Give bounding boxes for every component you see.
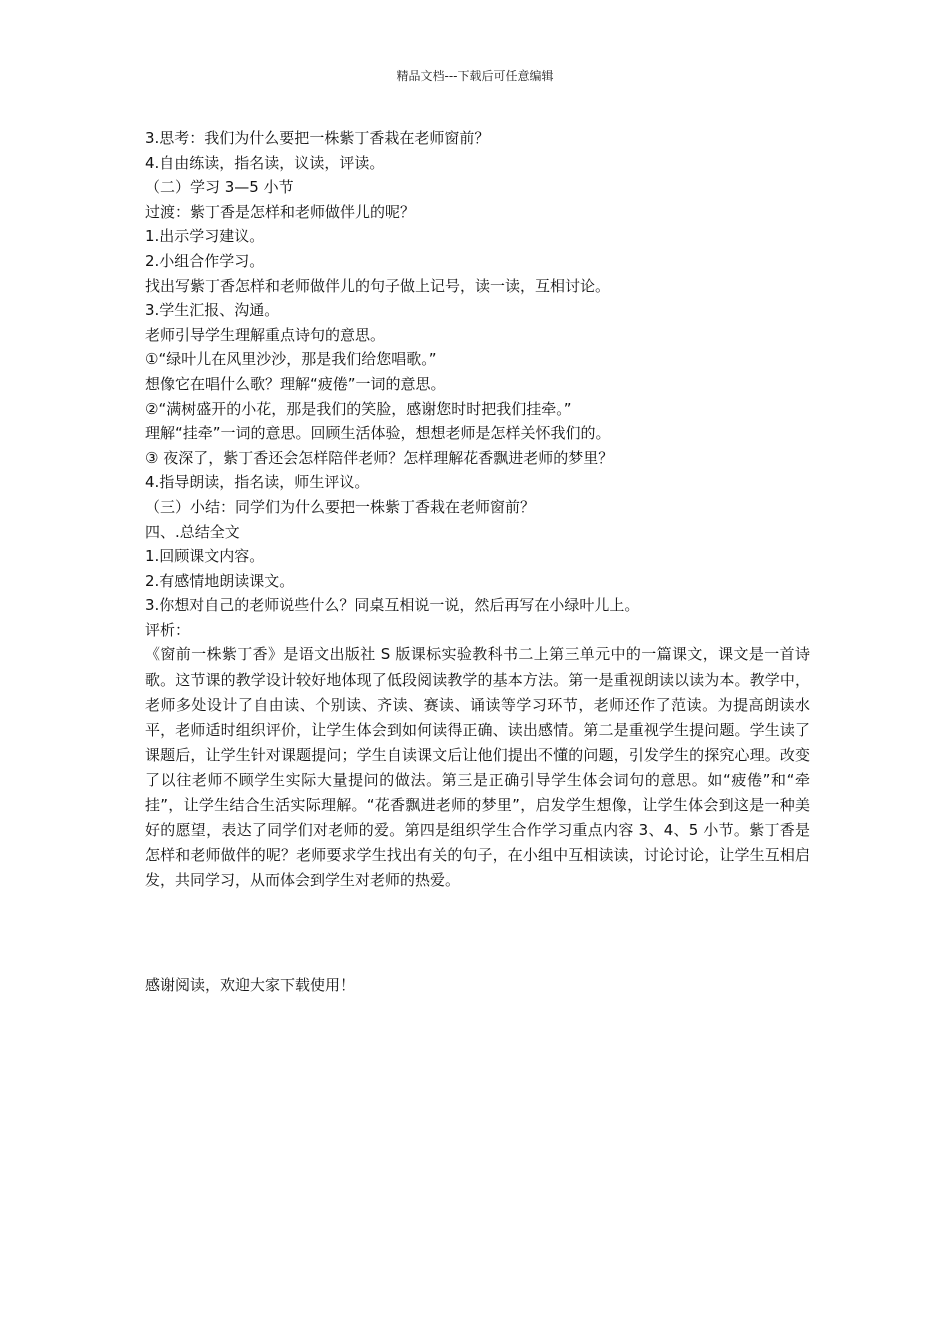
text-line: 过渡：紫丁香是怎样和老师做伴儿的呢？ xyxy=(145,202,416,221)
document-body xyxy=(145,126,810,893)
text-line: 3.你想对自己的老师说些什么？同桌互相说一说，然后再写在小绿叶儿上。 xyxy=(145,596,640,615)
text-line: 想像它在唱什么歌？理解“疲倦”一词的意思。 xyxy=(145,374,446,393)
text-line: 2.有感情地朗读课文。 xyxy=(145,571,295,590)
text-line: 4.自由练读，指名读，议读，评读。 xyxy=(145,153,385,172)
text-line: 老师引导学生理解重点诗句的意思。 xyxy=(145,325,386,344)
text-line: 找出写紫丁香怎样和老师做伴儿的句子做上记号，读一读，互相讨论。 xyxy=(145,276,611,295)
section-heading: （二）学习 3—5 小节 xyxy=(145,178,294,197)
text-line: 2.小组合作学习。 xyxy=(145,251,265,270)
review-label: 评析： xyxy=(145,620,191,639)
page-header: 精品文档---下载后可任意编辑 xyxy=(396,69,554,83)
text-line: 3.思考：我们为什么要把一株紫丁香栽在老师窗前？ xyxy=(145,129,490,147)
text-line: ①“绿叶儿在风里沙沙，那是我们给您唱歌。” xyxy=(145,350,437,369)
text-line: 1.出示学习建议。 xyxy=(145,227,265,246)
section-heading: 四、.总结全文 xyxy=(145,522,240,541)
text-line: 3.学生汇报、沟通。 xyxy=(145,301,280,320)
review-paragraph: 《窗前一株紫丁香》是语文出版社 S 版课标实验教科书二上第三单元中的一篇课文，课文是一首诗歌。这节课的教学设计较好地体现了低段阅读教学的基本方法。第一是重视朗读以读为本。教学中，老师多处设计了自由读、个别读、齐读、赛读、诵读等学习环节，老师还作了范读。为提高朗读水平，老师适时组织评价，让学生体会到如何读得正确、读出感情。第二是重视学生提问题。学生读了课题后，让学生针对课题提问；学生自读课文后让他们提出不懂的问题，引发学生的探究心理。改变了以往老师不顾学生实际大量提问的做法。第三是正确引导学生体会词句的意思。如“疲倦”和“牵挂”，让学生结合生活实际理解。“花香飘进老师的梦里”，启发学生想像，让学生体会到这是一种美好的愿望，表达了同学们对老师的爱。第四是组织学生合作学习重点内容 3、4、5 小节。紫丁香是怎样和老师做伴的呢？老师要求学生找出有关的句子，在小组中互相读读，讨论讨论，让学生互相启发，共同学习，从而体会到学生对老师的热爱。 xyxy=(145,645,810,890)
text-line: 4.指导朗读，指名读，师生评议。 xyxy=(145,473,370,492)
text-line: ②“满树盛开的小花，那是我们的笑脸，感谢您时时把我们挂牵。” xyxy=(145,399,572,418)
text-line: 1.回顾课文内容。 xyxy=(145,547,265,566)
footer-note: 感谢阅读，欢迎大家下载使用！ xyxy=(145,976,356,994)
text-line: ③ 夜深了，紫丁香还会怎样陪伴老师？怎样理解花香飘进老师的梦里？ xyxy=(145,448,614,467)
text-line: 理解“挂牵”一词的意思。回顾生活体验，想想老师是怎样关怀我们的。 xyxy=(145,424,611,443)
section-heading: （三）小结：同学们为什么要把一株紫丁香栽在老师窗前？ xyxy=(145,497,536,516)
